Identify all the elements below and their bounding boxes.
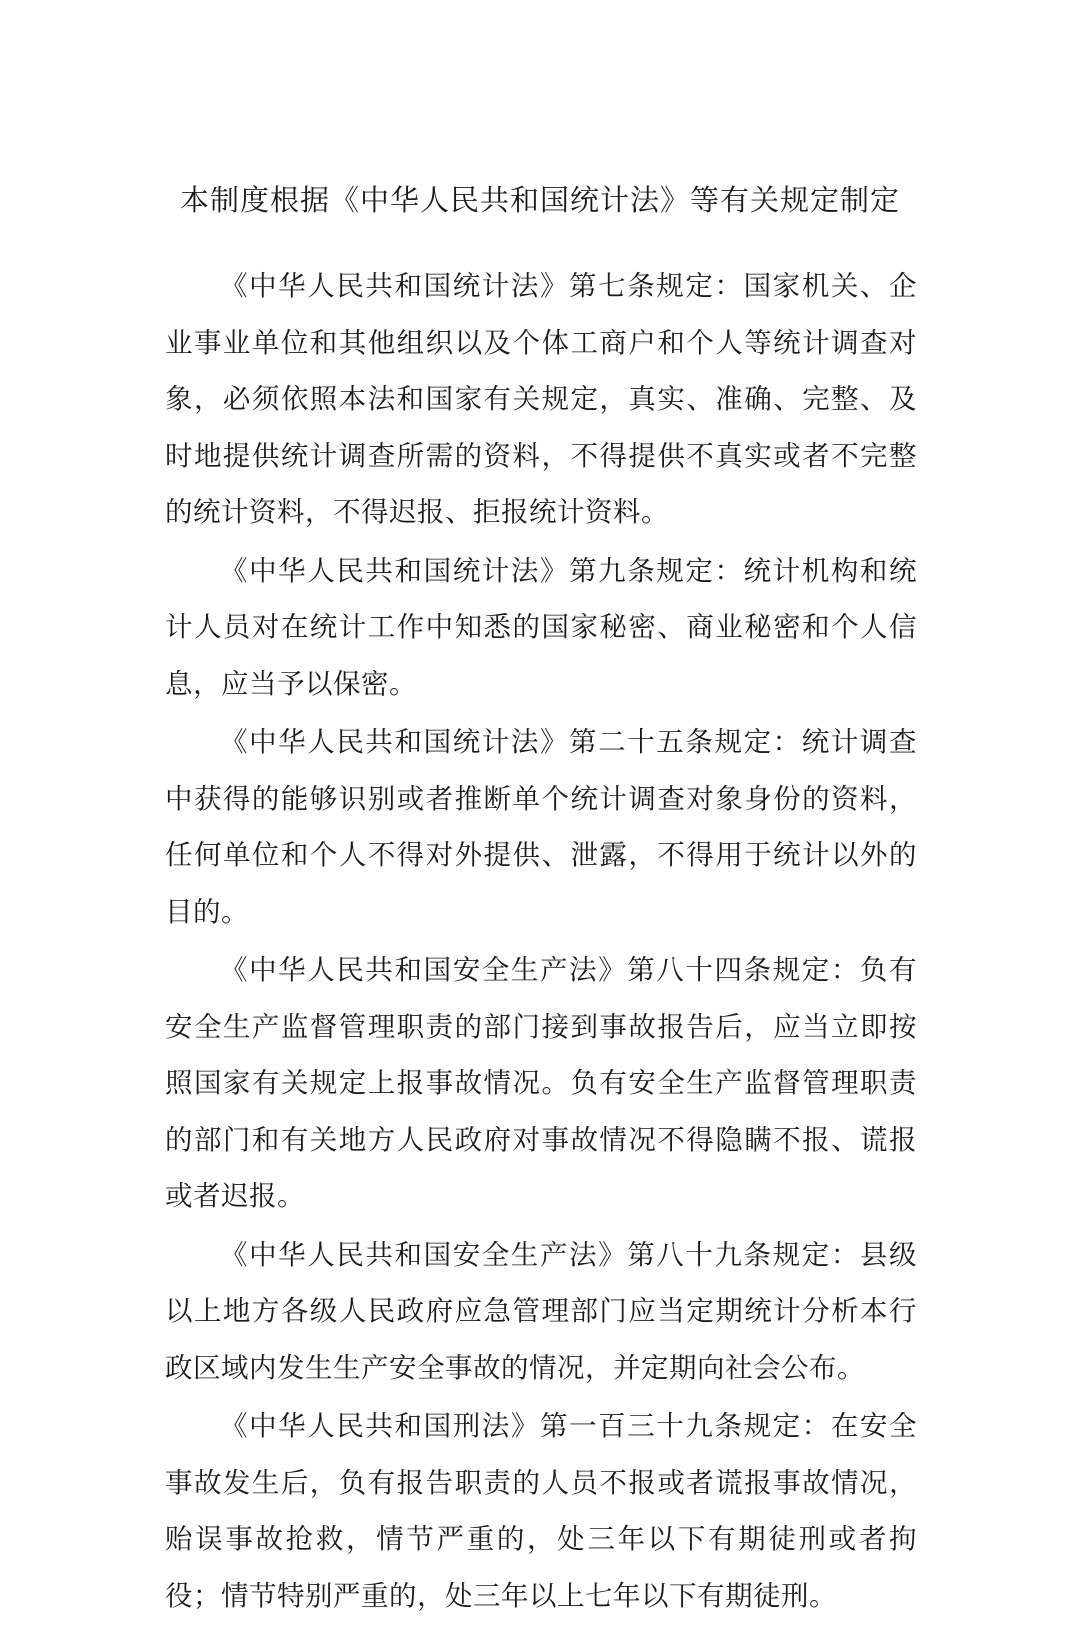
paragraph-criminal-law-article-139: 《中华人民共和国刑法》第一百三十九条规定：在安全事故发生后，负有报告职责的人员不报或者谎报事故情况，贻误事故抢救，情节严重的，处三年以下有期徒刑或者拘役；情节特别严重的，处三年以上七年以下有期徒刑。 xyxy=(165,1410,917,1612)
paragraph-statistics-law-article-9: 《中华人民共和国统计法》第九条规定：统计机构和统计人员对在统计工作中知悉的国家秘密、商业秘密和个人信息，应当予以保密。 xyxy=(165,554,917,700)
document-title: 本制度根据《中华人民共和国统计法》等有关规定制定 xyxy=(179,183,900,217)
paragraph-safety-law-article-84: 《中华人民共和国安全生产法》第八十四条规定：负有安全生产监督管理职责的部门接到事故报告后，应当立即按照国家有关规定上报事故情况。负有安全生产监督管理职责的部门和有关地方人民政府对事故情况不得隐瞒不报、谎报或者迟报。 xyxy=(165,954,917,1212)
paragraph-statistics-law-article-7: 《中华人民共和国统计法》第七条规定：国家机关、企业事业单位和其他组织以及个体工商户和个人等统计调查对象，必须依照本法和国家有关规定，真实、准确、完整、及时地提供统计调查所需的资料，不得提供不真实或者不完整的统计资料，不得迟报、拒报统计资料。 xyxy=(165,270,917,528)
paragraph-statistics-law-article-25: 《中华人民共和国统计法》第二十五条规定：统计调查中获得的能够识别或者推断单个统计调查对象身份的资料，任何单位和个人不得对外提供、泄露，不得用于统计以外的目的。 xyxy=(165,726,917,928)
document-body xyxy=(165,258,917,1626)
paragraph-safety-law-article-89: 《中华人民共和国安全生产法》第八十九条规定：县级以上地方各级人民政府应急管理部门应当定期统计分析本行政区域内发生生产安全事故的情况，并定期向社会公布。 xyxy=(165,1238,917,1384)
